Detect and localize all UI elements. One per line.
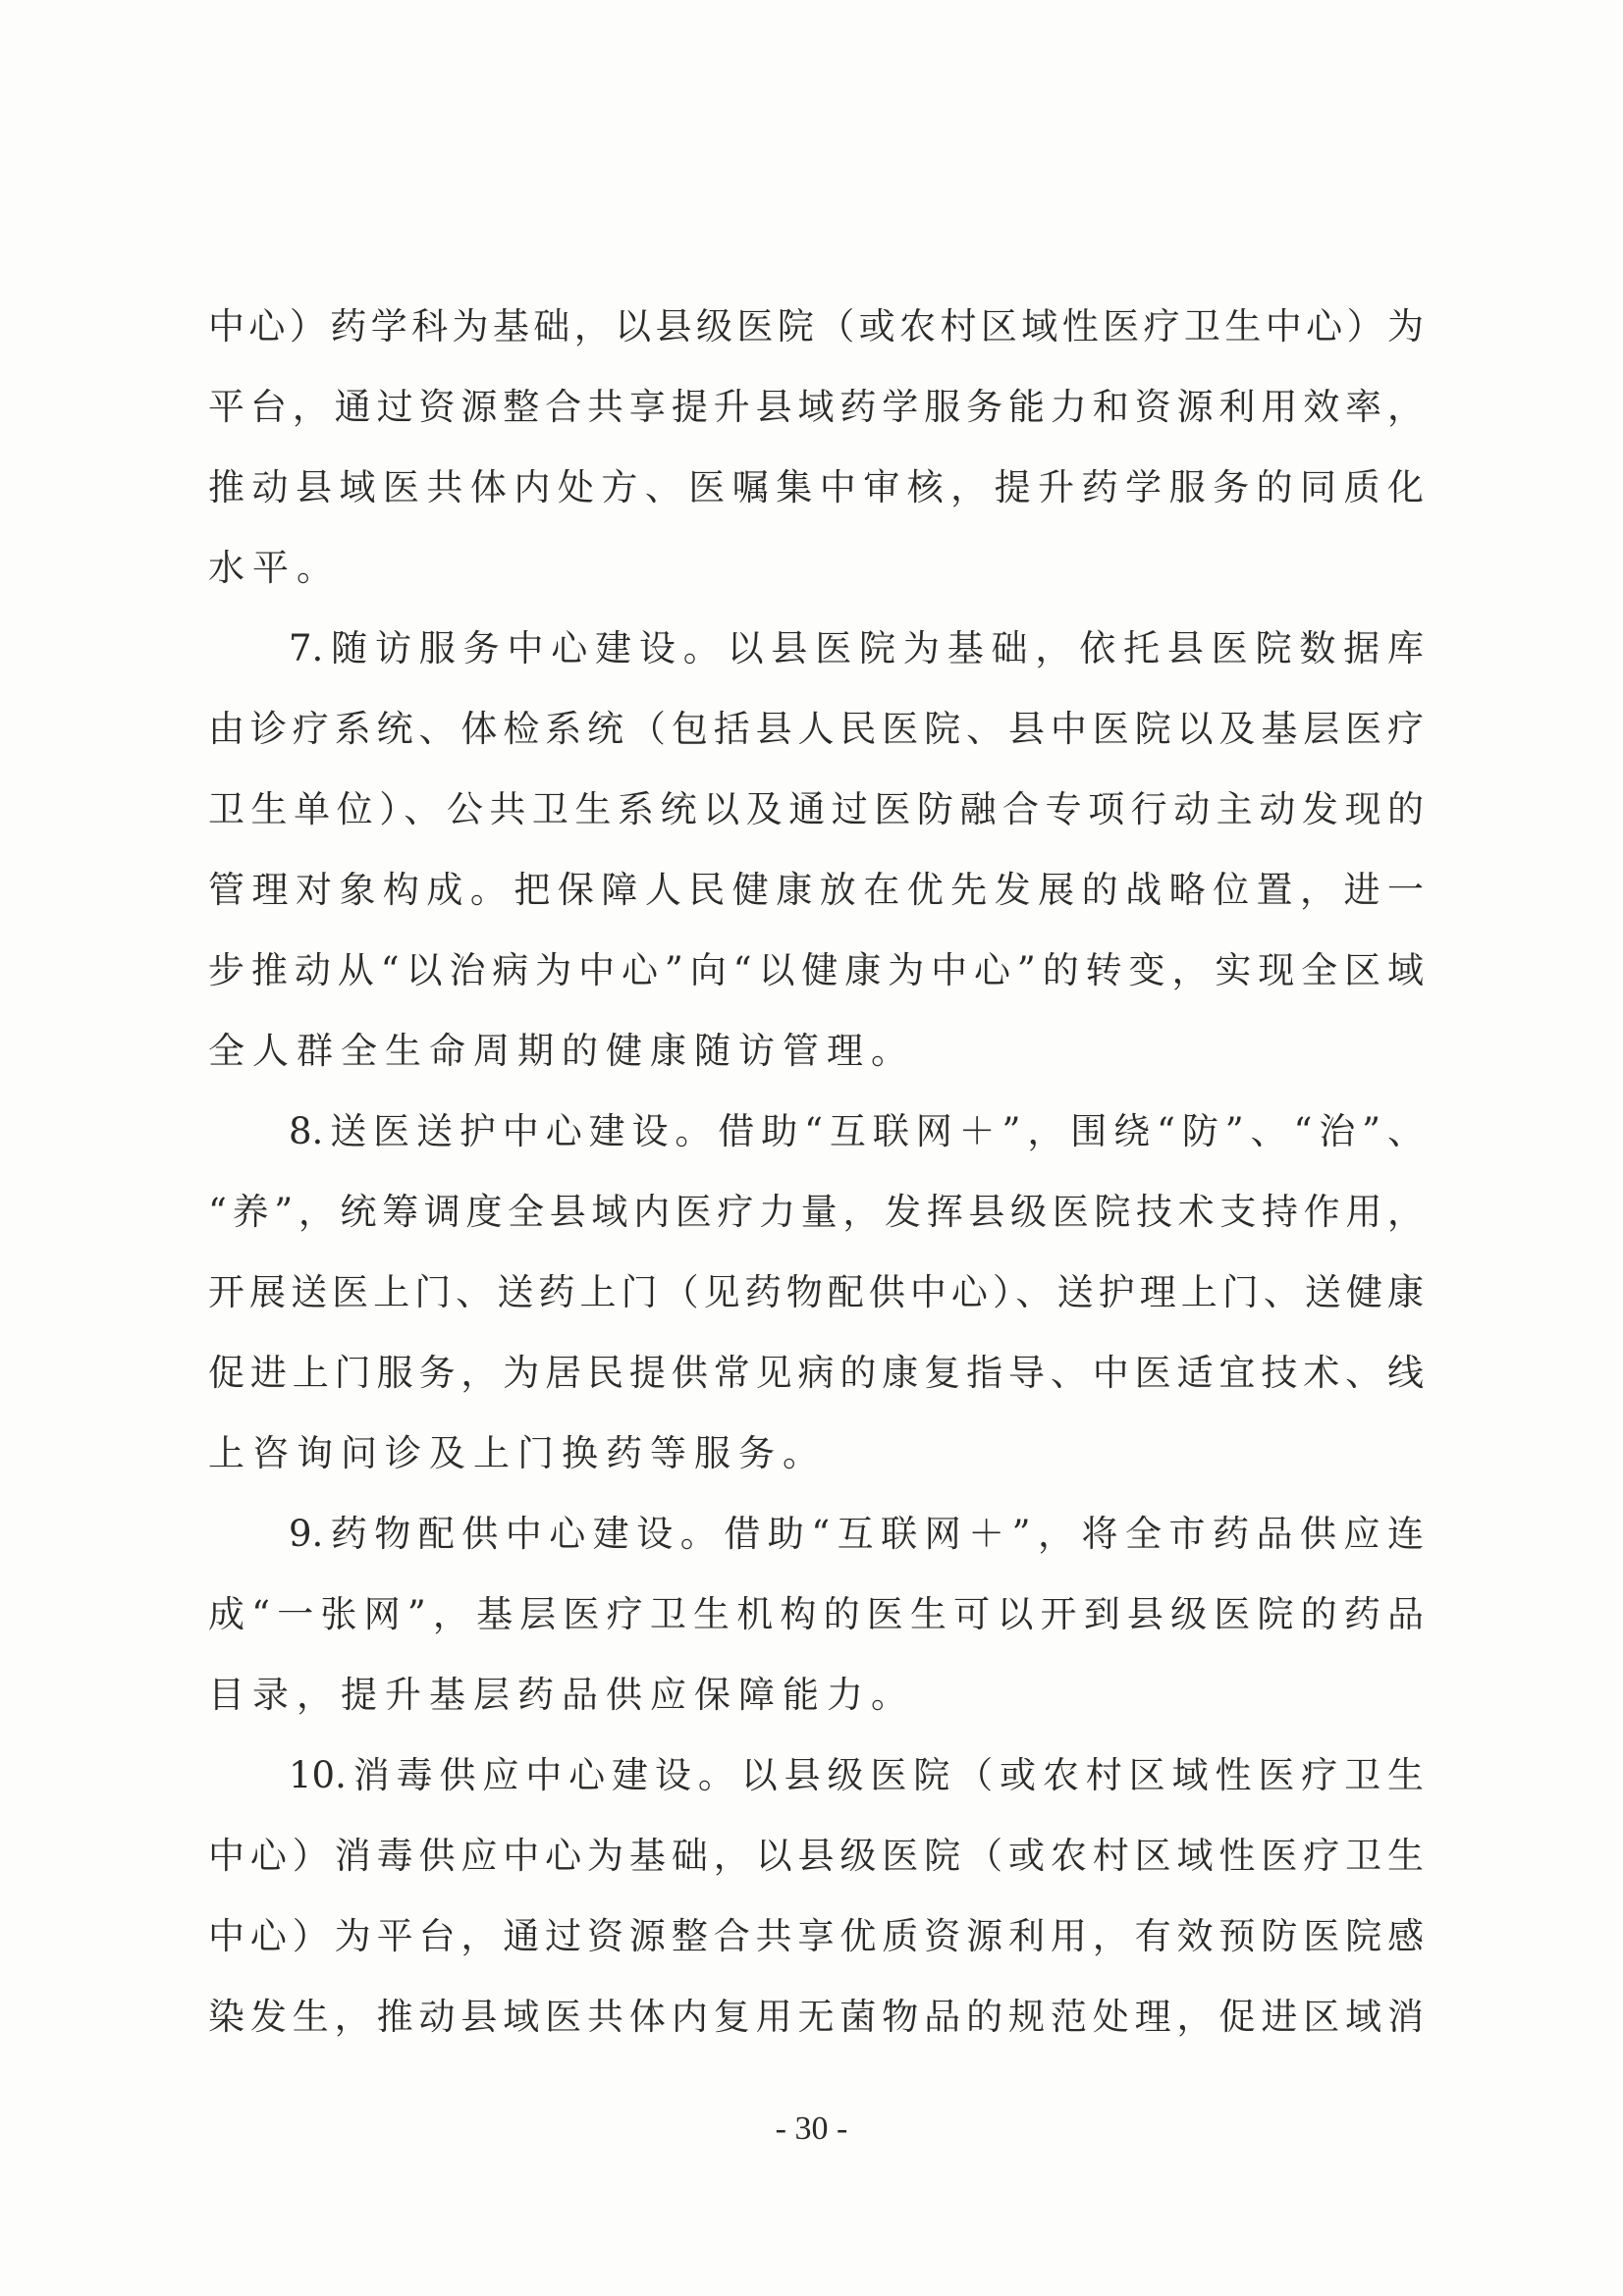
paragraph-line: 染发生，推动县域医共体内复用无菌物品的规范处理，促进区域消 [208, 1996, 1424, 2038]
paragraph-line-item-7: 7.随访服务中心建设。以县医院为基础，依托县医院数据库 [289, 627, 1424, 669]
paragraph-line: 目录，提升基层药品供应保障能力。 [208, 1674, 915, 1716]
paragraph-line: 成“一张网”，基层医疗卫生机构的医生可以开到县级医院的药品 [208, 1593, 1424, 1635]
paragraph-line: 促进上门服务，为居民提供常见病的康复指导、中医适宜技术、线 [208, 1352, 1424, 1394]
paragraph-line: 推动县域医共体内处方、医嘱集中审核，提升药学服务的同质化 [208, 466, 1424, 508]
paragraph-line: 由诊疗系统、体检系统（包括县人民医院、县中医院以及基层医疗 [208, 708, 1424, 750]
paragraph-line: 中心）药学科为基础，以县级医院（或农村区域性医疗卫生中心）为 [208, 305, 1424, 347]
paragraph-line: 中心）消毒供应中心为基础，以县级医院（或农村区域性医疗卫生 [208, 1835, 1424, 1877]
paragraph-line-item-9: 9.药物配供中心建设。借助“互联网＋”，将全市药品供应连 [289, 1513, 1424, 1555]
paragraph-line: 管理对象构成。把保障人民健康放在优先发展的战略位置，进一 [208, 869, 1424, 911]
body-text [208, 287, 1424, 2057]
paragraph-line: 平台，通过资源整合共享提升县域药学服务能力和资源利用效率， [208, 386, 1424, 428]
paragraph-line: 全人群全生命周期的健康随访管理。 [208, 1030, 915, 1072]
paragraph-line: 卫生单位）、公共卫生系统以及通过医防融合专项行动主动发现的 [208, 788, 1424, 830]
paragraph-line-item-10: 10.消毒供应中心建设。以县级医院（或农村区域性医疗卫生 [289, 1754, 1424, 1796]
paragraph-line: 上咨询问诊及上门换药等服务。 [208, 1432, 827, 1474]
paragraph-line: “养”，统筹调度全县域内医疗力量，发挥县级医院技术支持作用， [208, 1191, 1424, 1233]
paragraph-line: 步推动从“以治病为中心”向“以健康为中心”的转变，实现全区域 [208, 949, 1424, 991]
paragraph-line-item-8: 8.送医送护中心建设。借助“互联网＋”，围绕“防”、“治”、 [289, 1110, 1424, 1152]
page-number: - 30 - [775, 2110, 848, 2147]
paragraph-line: 中心）为平台，通过资源整合共享优质资源利用，有效预防医院感 [208, 1915, 1424, 1957]
paragraph-line: 开展送医上门、送药上门（见药物配供中心）、送护理上门、送健康 [208, 1271, 1424, 1313]
paragraph-line: 水平。 [208, 547, 341, 589]
